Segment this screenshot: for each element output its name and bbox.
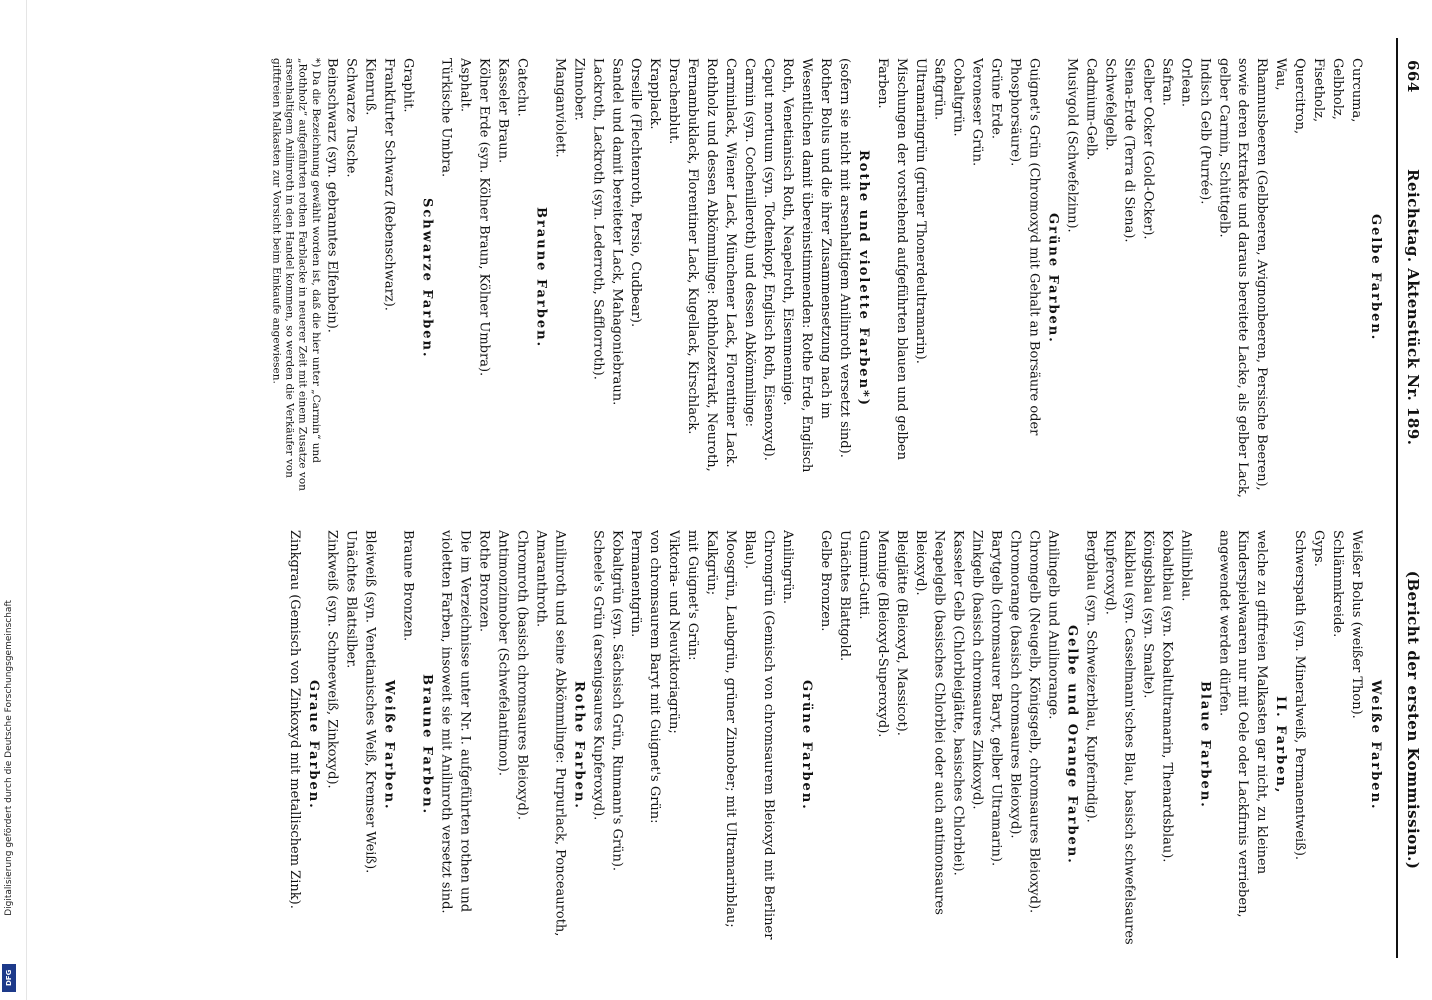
list-item: Kienruß. — [362, 58, 378, 116]
list-item: Kasseler Gelb (Chlorbleiglätte, basisches Chlorblei). — [950, 530, 966, 876]
list-item: Gummi-Gutti. — [855, 530, 871, 620]
section-heading: Weiße Farben. — [381, 679, 397, 811]
list-item: Beinschwarz (syn. gebranntes Elfenbein). — [324, 58, 340, 333]
digitization-credit: Digitalisierung gefördert durch die Deutsche Forschungsgemeinschaft — [4, 600, 14, 916]
running-title: Reichstag. Aktenstück Nr. 189. — [1404, 168, 1422, 445]
list-item: Zinnober. — [571, 58, 587, 121]
list-item: Manganviolett. — [552, 58, 568, 158]
running-header — [1404, 60, 1422, 869]
list-item: Kölner Erde (syn. Kölner Braun, Kölner Umbra). — [476, 58, 492, 377]
list-item: Chromroth (basisch chromsaures Bleioxyd). — [514, 530, 530, 821]
list-item: Schwerspath (syn. Mineralweiß, Permanentweiß). — [1292, 530, 1308, 861]
scan-edge — [26, 0, 27, 1000]
list-item: Neapelgelb (basisches Chlorblei oder auch antimonsaures Bleioxyd). — [912, 530, 947, 915]
list-item: Zinkgrau (Gemisch von Zinkoxyd mit metallischem Zink). — [286, 530, 302, 909]
list-item: Zinkweiß (syn. Schneeweiß, Zinkoxyd). — [324, 530, 340, 789]
left-column — [84, 58, 1384, 498]
list-item: Gelber Ocker (Gold-Ocker). — [1140, 58, 1156, 240]
section-heading: Braune Farben. — [533, 207, 549, 349]
list-item: Anilingelb und Anilinorange. — [1045, 530, 1061, 720]
list-item: mit Guignet's Grün: — [685, 530, 701, 661]
list-item: Mischungen der vorstehend aufgeführten blauen und gelben Farben. — [874, 58, 909, 460]
list-item: Schwarze Tusche. — [343, 58, 359, 178]
list-item: Anilinroth und seine Abkömmlinge: Purpurlack, Ponceauroth, Amaranthroth. — [533, 530, 568, 937]
list-item: Viktoria- und Neuviktoriagrün; — [666, 530, 682, 734]
list-item: Frankfurter Schwarz (Rebenschwarz). — [381, 58, 397, 311]
list-item: Schwefelgelb. — [1102, 58, 1118, 151]
list-item: Gyps. — [1311, 530, 1327, 567]
footnote: *) Da die Bezeichnung gewählt worden ist, daß die hier unter „Carmin“ und „Rothholz“ aufgeführten rothen Farblacke in neuerer Zeit mit einem Zusatze von arsenhaltigem Anilinroth in den Handel kommen, so werden die Verkäufer von giftfreien Malkasten zur Vorsicht beim Einkaufe angewiesen. — [270, 58, 322, 491]
list-item: Guignet's Grün (Chromoxyd mit Gehalt an Borsäure oder Phosphorsäure). — [1007, 58, 1042, 436]
list-item: Moosgrün, Laubgrün, grüner Zinnober; mit Ultramarinblau; Kalkgrün; — [704, 530, 739, 928]
section-heading: Rothe und violette Farben*) — [855, 149, 871, 407]
list-item: Kalkblau (syn. Casselmann'sches Blau, basisch schwefelsaures Kupferoxyd). — [1102, 530, 1137, 945]
list-item: Wau, — [1273, 58, 1289, 91]
list-item: Fisetholz, — [1311, 58, 1327, 123]
list-item: Anilingrün. — [779, 530, 795, 605]
section-heading: Weiße Farben. — [1368, 679, 1383, 811]
list-item: welche zu giftfreien Malkasten gar nicht, zu kleinen Kinderspielwaaren nur mit Oele oder Lackfirnis verrieben, angewendet werden dürfen. — [1216, 530, 1270, 918]
list-item: Cobaltgrün. — [950, 58, 966, 137]
running-subtitle: (Bericht der ersten Kommission.) — [1404, 570, 1422, 870]
section-heading: Gelbe Farben. — [1368, 214, 1383, 342]
right-column — [84, 530, 1384, 960]
list-item: Sandel und damit bereiteter Lack, Mahagoniebraun. — [609, 58, 625, 406]
section-heading: Rothe Farben. — [571, 680, 587, 810]
list-item: Quercitron, — [1292, 58, 1308, 135]
list-item: Graphit. — [400, 58, 416, 113]
list-item: Unächtes Blattgold. — [836, 530, 852, 662]
list-item: von chromsaurem Baryt mit Guignet's Grün: — [647, 530, 663, 824]
list-item: sowie deren Extrakte und daraus bereitete Lacke, als gelber Lack, gelber Carmin, Schüttgelb. — [1216, 58, 1251, 498]
list-item: Cadmium-Gelb. — [1083, 58, 1099, 161]
list-item: Catechu. — [514, 58, 530, 117]
list-item: Rothholz und dessen Abkömmlinge: Rothholzextrakt, Neuroth, Fernambuklack, Florentiner Lack, Kugellack, Kirschlack. — [685, 58, 720, 472]
list-item: Carmin (syn. Cochenilleroth) und dessen Abkömmlinge: Carminlack, Wiener Lack, Münchener Lack, Florentiner Lack. — [723, 58, 758, 468]
list-item: Rhamnusbeeren (Gelbbeeren, Avignonbeeren, Persische Beeren), — [1254, 58, 1270, 491]
list-item: Scheele's Grün (arsenigsaures Kupferoxyd). — [590, 530, 606, 821]
list-item: Ultramaringrün (grüner Thonerdeultramarin). — [912, 58, 928, 364]
list-item: Curcuma, — [1349, 58, 1365, 123]
list-item: Rother Bolus und die ihrer Zusammensetzung nach im Wesentlichen damit übereinstimmenden: Rothe Erde, Englisch Roth, Venetianisch Roth, Neapelroth, Eisenmennige. — [779, 58, 833, 473]
section-heading: II. Farben, — [1273, 695, 1289, 795]
list-item: Türkische Umbra. — [438, 58, 454, 178]
list-item: Mennige (Bleioxyd-Superoxyd). — [874, 530, 890, 738]
list-item: Barytgelb (chromsaurer Baryt, gelber Ultramarin). — [988, 530, 1004, 867]
list-item: Indisch Gelb (Purrée). — [1197, 58, 1213, 205]
header-rule — [1396, 38, 1398, 958]
list-item: Permanentgrün. — [628, 530, 644, 638]
list-item: Bergblau (syn. Schweizerblau, Kupferindig). — [1083, 530, 1099, 823]
list-item: Safran. — [1159, 58, 1175, 106]
list-item: Kobaltgrün (syn. Sächsisch Grün, Rinmann's Grün). — [609, 530, 625, 872]
list-item: Chromgrün (Gemisch von chromsaurem Bleioxyd mit Berliner Blau). — [742, 530, 776, 940]
list-item: Königsblau (syn. Smalte). — [1140, 530, 1156, 699]
list-item: Veroneser Grün. — [969, 58, 985, 167]
section-heading: Grüne Farben. — [1045, 212, 1061, 344]
list-item: Orlean. — [1178, 58, 1194, 107]
list-item: Rothe Bronzen. — [476, 530, 492, 633]
list-item: Grüne Erde. — [988, 58, 1004, 140]
page-number: 664 — [1404, 60, 1422, 93]
list-item: Bleiweiß (syn. Venetianisches Weiß, Kremser Weiß). — [362, 530, 378, 874]
list-item: Chromorange (basisch chromsaures Bleioxyd). — [1007, 530, 1023, 839]
section-heading: Braune Farben. — [419, 674, 435, 816]
list-item: Anilinblau. — [1178, 530, 1194, 602]
list-item: Unächtes Blattsilber. — [343, 530, 359, 669]
list-item: Musivgold (Schwefelzinn). — [1064, 58, 1080, 233]
section-heading: Schwarze Farben. — [419, 197, 435, 359]
list-item: Gelbholz, — [1330, 58, 1346, 120]
list-item: Krapplack. — [647, 58, 663, 130]
section-heading: Graue Farben. — [305, 680, 321, 810]
list-item: Kobaltblau (syn. Kobaltultramarin, Thenardsblau). — [1159, 530, 1175, 863]
list-item: Caput mortuum (syn. Todtenkopf, Englisch Roth, Eisenoxyd). — [761, 58, 776, 461]
list-item: Chromgelb (Neugelb, Königsgelb, chromsaures Bleioxyd). — [1026, 530, 1042, 914]
list-item: Siena-Erde (Terra di Siena). — [1121, 58, 1137, 243]
section-heading: Blaue Farben. — [1197, 681, 1213, 809]
list-item: Drachenblut. — [666, 58, 682, 145]
list-item: Gelbe Bronzen. — [817, 530, 833, 632]
list-item: Antimonzinnober (Schwefelantimon). — [495, 530, 511, 776]
dfg-logo: DFG — [2, 964, 16, 992]
list-item: Die im Verzeichnisse unter Nr. I. aufgeführten rothen und violetten Farben, insoweit sie mit Anilinroth versetzt sind. — [438, 530, 473, 914]
list-item: Braune Bronzen. — [400, 530, 416, 642]
list-item: Asphalt. — [457, 58, 473, 113]
list-item: Saftgrün. — [931, 58, 947, 121]
list-item: Kasseler Braun. — [495, 58, 511, 164]
list-item: Orseille (Flechtenroth, Persio, Cudbear). — [628, 58, 644, 328]
list-item: (sofern sie nicht mit arsenhaltigem Anilinroth versetzt sind). — [836, 58, 852, 458]
section-heading: Gelbe und Orange Farben. — [1064, 625, 1080, 865]
list-item: Weißer Bolus (weißer Thon). — [1349, 530, 1365, 719]
list-item: Zinkgelb (basisch chromsaures Zinkoxyd). — [969, 530, 985, 810]
list-item: Schlämmkreide. — [1330, 530, 1346, 638]
list-item: Bleiglätte (Bleioxyd, Massicot). — [893, 530, 909, 736]
section-heading: Grüne Farben. — [798, 679, 814, 811]
list-item: Lackroth, Lackroth (syn. Lederroth, Safflorroth). — [590, 58, 606, 380]
